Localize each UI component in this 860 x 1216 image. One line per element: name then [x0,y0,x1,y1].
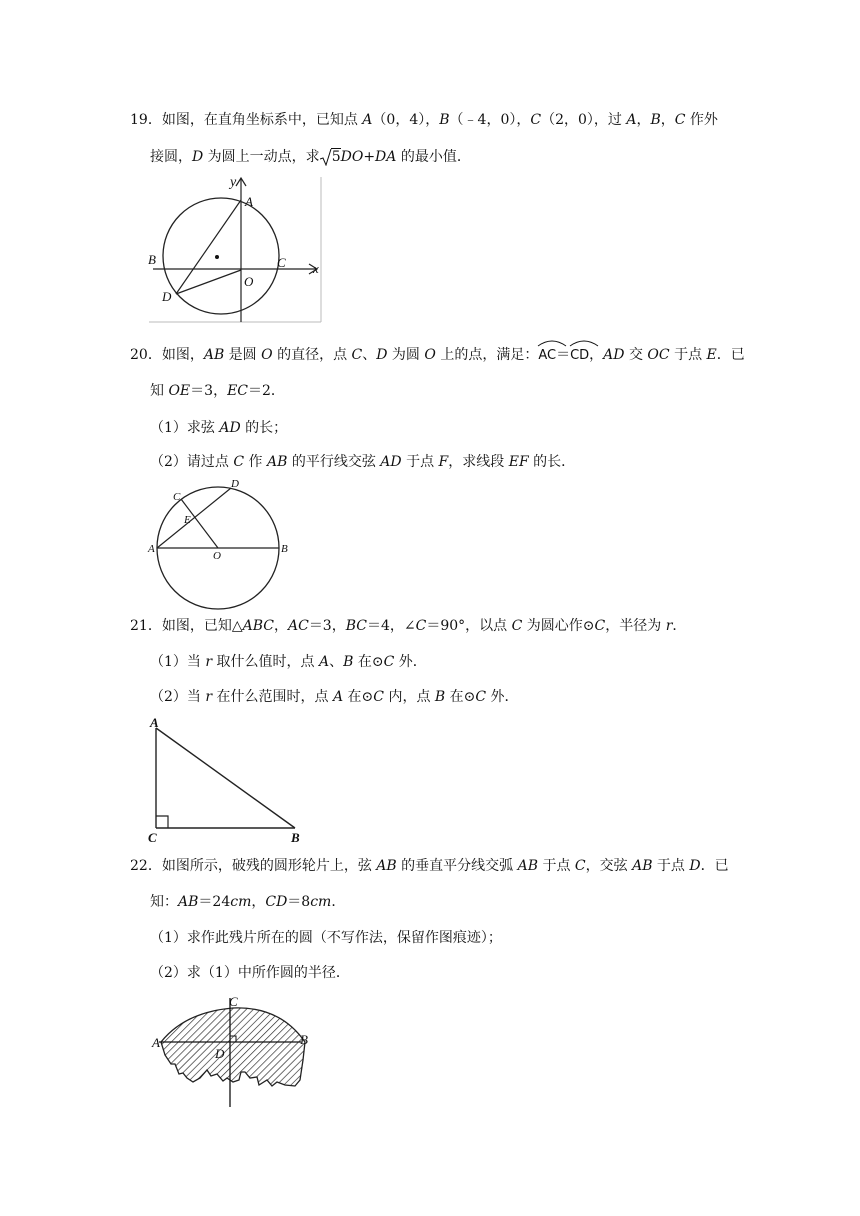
q19-line-1: 19．如图，在直角坐标系中，已知点 A（0，4），B（﹣4，0），C（2，0），过 A，B，C 作外 [130,112,718,128]
label-o: O [244,274,254,289]
label-d: D [215,1046,225,1061]
chord-ad [157,488,231,548]
q20-line-1: 20．如图，AB 是圆 O 的直径，点 C、D 为圆 O 上的点，满足： AC＝ CD，AD 交 OC 于点 E．已 [130,344,745,366]
label-c: C [277,255,286,270]
q21-line-1: 21．如图，已知△ABC，AC＝3，BC＝4，∠C＝90°，以点 C 为圆心作⊙C，半径为 r． [130,618,687,634]
question-number: 21． [130,618,162,634]
q20-part-2: （2）请过点 C 作 AB 的平行线交弦 AD 于点 F，求线段 EF 的长． [150,454,576,470]
label-a: A [150,715,159,730]
side-ab [156,728,295,828]
question-number: 20． [130,347,162,363]
q20-figure [145,475,300,610]
label-y: y [230,175,237,190]
broken-wheel-fragment [161,1008,305,1086]
q20-line-2: 知 OE＝3，EC＝2． [150,383,285,399]
label-b: B [291,830,300,845]
q22-line-1: 22．如图所示，破残的圆形轮片上，弦 AB 的垂直平分线交弧 AB 于点 C，交弦 AB 于点 D．已 [130,858,729,874]
label-b: B [300,1032,308,1047]
label-a: A [148,543,155,555]
circumcircle [163,198,279,314]
label-d: D [231,478,239,490]
q21-part-1: （1）当 r 取什么值时，点 A、B 在⊙C 外． [150,654,427,670]
label-x: x [313,261,319,276]
segment-do [176,270,241,294]
label-b: B [281,543,288,555]
q21-part-2: （2）当 r 在什么范围时，点 A 在⊙C 内，点 B 在⊙C 外． [150,689,519,705]
q22-figure [145,990,325,1112]
q19-figure [145,172,330,324]
question-number: 19． [130,112,162,128]
question-number: 22． [130,858,162,874]
label-c: C [173,491,181,503]
label-e: E [184,514,191,526]
q22-part-1: （1）求作此残片所在的圆（不写作法，保留作图痕迹）； [150,930,502,946]
q20-part-1: （1）求弦 AD 的长； [150,420,288,436]
label-b: B [148,252,156,267]
label-o: O [213,550,221,562]
circle-center-dot [215,255,219,259]
sqrt-symbol: 5 [320,147,341,167]
q22-line-2: 知：AB＝24cm，CD＝8cm． [150,894,346,910]
label-a: A [245,194,253,209]
q22-part-2: （2）求（1）中所作圆的半径． [150,965,350,981]
q19-line-2: 接圆，D 为圆上一动点，求 5DO+DA 的最小值． [150,149,471,165]
label-d: D [162,289,172,304]
right-angle-mark [156,816,168,828]
label-a: A [152,1035,160,1050]
arc-ac: AC [538,344,556,366]
segment-da [176,200,241,294]
label-c: C [148,830,157,845]
q21-figure [140,712,315,847]
arc-cd: CD [570,344,589,366]
label-c: C [229,994,238,1009]
